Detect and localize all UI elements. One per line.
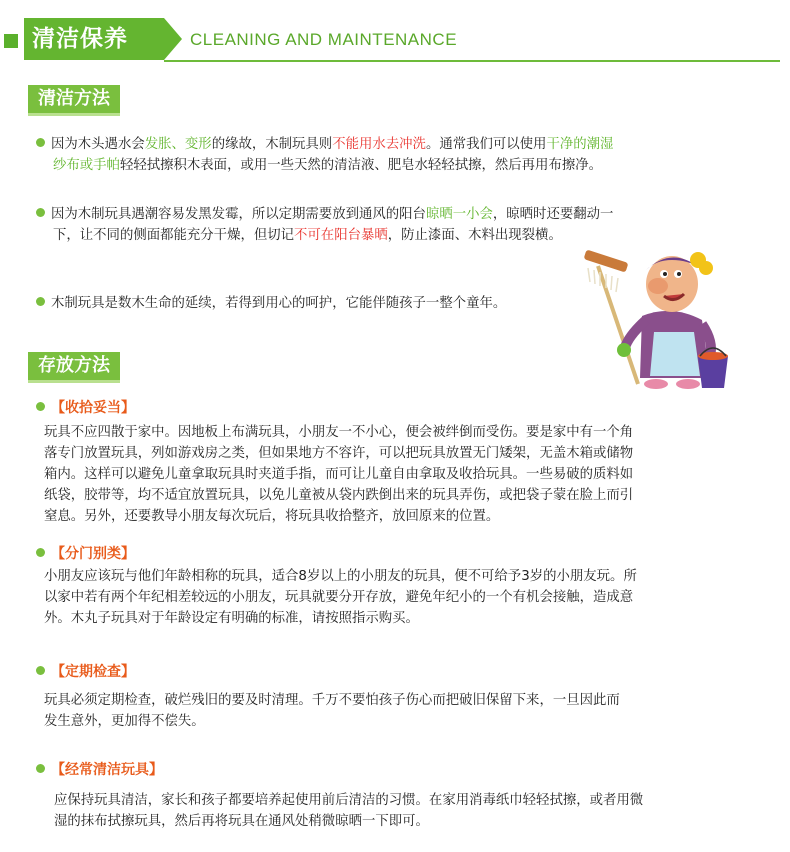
body-line: 外。木丸子玩具对于年龄设定有明确的标准，请按照指示购买。	[44, 611, 419, 626]
bullet-icon	[36, 764, 45, 773]
store-item-body	[44, 690, 764, 732]
bullet-icon	[36, 297, 45, 306]
text: 的缘故，木制玩具则	[211, 137, 333, 152]
header-title: 清洁保养	[24, 18, 164, 60]
header-underline	[164, 60, 780, 62]
body-line: 箱内。这样可以避免儿童拿取玩具时夹道手指，而可让儿童自由拿取及收拾玩具。一些易破的质料如	[44, 467, 634, 482]
highlight-text: 干净的潮湿	[546, 137, 614, 152]
body-line: 以家中若有两个年纪相差较远的小朋友，玩具就要分开存放，避免年纪小的一个有机会接触，造成意	[44, 590, 634, 605]
body-line: 落专门放置玩具，列如游戏房之类，但如果地方不容许，可以把玩具放置无门矮架，无盖木箱或储物	[44, 446, 634, 461]
header-arrow-icon	[164, 18, 182, 60]
store-item-title	[36, 398, 135, 418]
text: 木制玩具是数木生命的延续，若得到用心的呵护，它能伴随孩子一整个童年。	[51, 296, 507, 311]
store-item-body	[44, 566, 764, 629]
text: ，晾晒时还要翻动一	[492, 207, 614, 222]
body-line: 发生意外，更加得不偿失。	[44, 714, 205, 729]
clean-paragraph-2	[36, 204, 736, 246]
store-item-body	[54, 790, 774, 832]
warning-text: 不可在阳台暴晒	[294, 228, 388, 243]
body-line: 纸袋，胶带等，均不适宜放置玩具，以免儿童被从袋内跌倒出来的玩具弄伤，或把袋子蒙在脸上而引	[44, 488, 634, 503]
text: 下，让不同的侧面都能充分干燥，但切记	[53, 228, 295, 243]
body-line: 玩具不应四散于家中。因地板上布满玩具，小朋友一不小心，便会被绊倒而受伤。要是家中有一个角	[44, 425, 634, 440]
store-section-tag: 存放方法	[28, 352, 120, 383]
title-text: 【经常清洁玩具】	[51, 762, 163, 778]
body-line: 窒息。另外，还要教导小朋友每次玩后，将玩具收拾整齐，放回原来的位置。	[44, 509, 500, 524]
highlight-text: 纱布或手帕	[53, 158, 120, 173]
body-line: 湿的抹布拭擦玩具，然后再将玩具在通风处稍微晾晒一下即可。	[54, 814, 429, 829]
text: 。通常我们可以使用	[425, 137, 547, 152]
header-subtitle: CLEANING AND MAINTENANCE	[190, 30, 458, 49]
clean-paragraph-3	[36, 293, 596, 314]
header-square-icon	[4, 34, 18, 48]
store-item-body	[44, 422, 764, 527]
text: 轻轻拭擦积木表面，或用一些天然的清洁液、肥皂水轻轻拭擦，然后再用布擦净。	[119, 158, 603, 173]
store-item-title	[36, 662, 135, 682]
cleaning-lady-icon	[580, 246, 740, 396]
body-line: 应保持玩具清洁，家长和孩子都要培养起使用前后清洁的习惯。在家用消毒纸巾轻轻拭擦，或者用微	[54, 793, 644, 808]
clean-section-tag: 清洁方法	[28, 85, 120, 116]
text: 因为木制玩具遇潮容易发黑发霉，所以定期需要放到通风的阳台	[51, 207, 426, 222]
bullet-icon	[36, 138, 45, 147]
bullet-icon	[36, 548, 45, 557]
body-line: 玩具必须定期检查，破烂残旧的要及时清理。千万不要怕孩子伤心而把破旧保留下来，一旦因此而	[44, 693, 620, 708]
bullet-icon	[36, 208, 45, 217]
highlight-text: 晾晒一小会	[425, 207, 493, 222]
clean-paragraph-1	[36, 134, 736, 176]
bullet-icon	[36, 402, 45, 411]
highlight-text: 发胀、变形	[144, 137, 212, 152]
store-item-title	[36, 544, 135, 564]
warning-text: 不能用水去冲洗	[332, 137, 426, 152]
bullet-icon	[36, 666, 45, 675]
title-text: 【收拾妥当】	[51, 400, 135, 416]
body-line: 小朋友应该玩与他们年龄相称的玩具，适合8岁以上的小朋友的玩具，便不可给予3岁的小朋友玩。所	[44, 569, 637, 584]
text: 因为木头遇水会	[51, 137, 145, 152]
section-header	[0, 14, 790, 64]
title-text: 【分门别类】	[51, 546, 135, 562]
store-item-title	[36, 760, 163, 780]
title-text: 【定期检查】	[51, 664, 135, 680]
text: ，防止漆面、木料出现裂横。	[387, 228, 562, 243]
